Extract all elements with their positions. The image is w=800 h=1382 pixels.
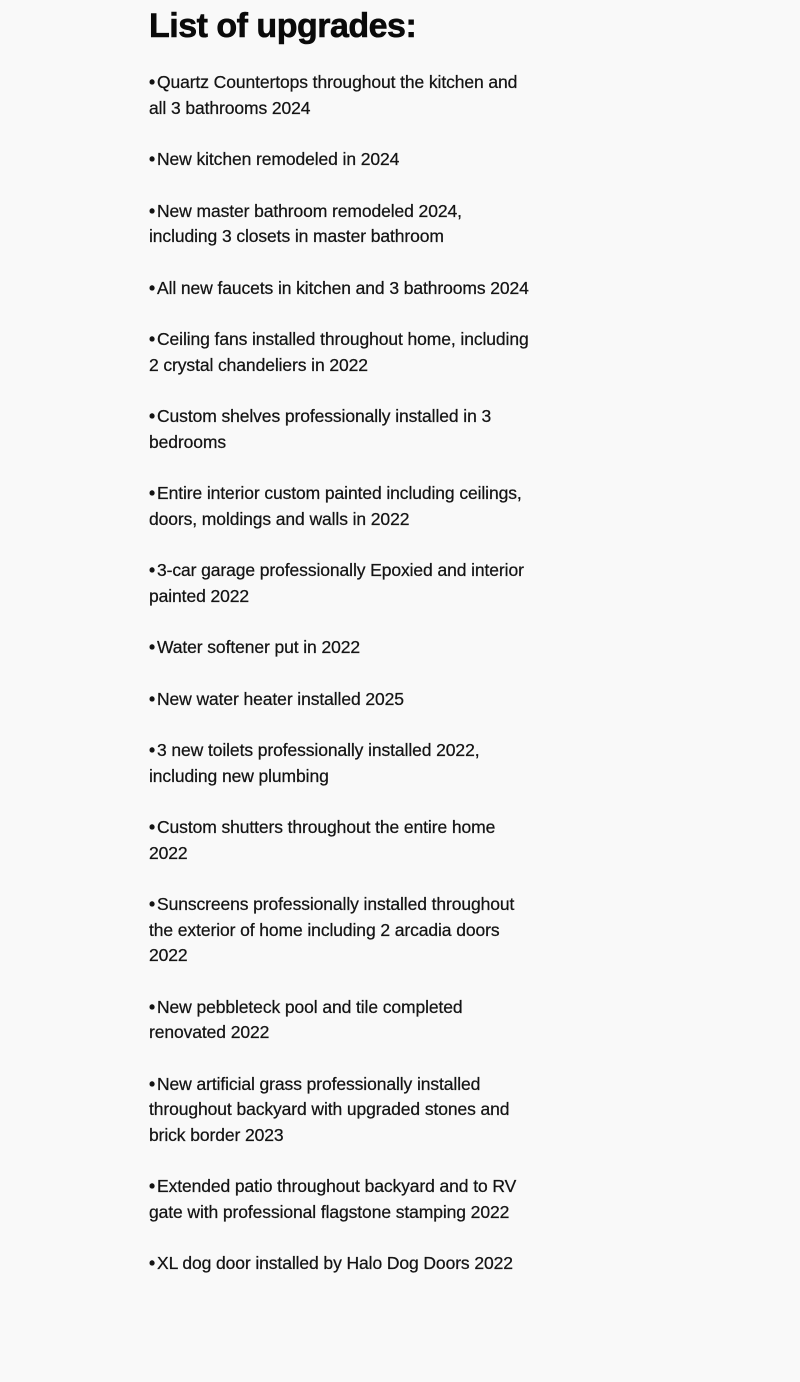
- list-item: [149, 404, 529, 455]
- list-item-text: New pebbleteck pool and tile completed renovated 2022: [149, 996, 463, 1042]
- list-item: [149, 1251, 529, 1277]
- list-item-text: Quartz Countertops throughout the kitchen and all 3 bathrooms 2024: [149, 72, 518, 118]
- list-item-text: Sunscreens professionally installed throughout the exterior of home including 2 arcadia doors 2022: [149, 894, 515, 965]
- list-item-text: Custom shelves professionally installed in 3 bedrooms: [149, 406, 492, 452]
- page-title: List of upgrades:: [149, 7, 417, 45]
- list-item-text: Water softener put in 2022: [157, 637, 360, 657]
- list-item: [149, 481, 529, 532]
- list-item: [149, 199, 529, 250]
- list-item: [149, 892, 529, 969]
- bullet-icon: •: [149, 894, 156, 914]
- upgrades-document: [149, 0, 549, 1303]
- bullet-icon: •: [149, 72, 156, 92]
- bullet-icon: •: [149, 1073, 156, 1094]
- list-item: [149, 327, 529, 378]
- bullet-icon: •: [149, 149, 156, 169]
- list-item-text: New kitchen remodeled in 2024: [157, 149, 400, 169]
- list-item-text: New water heater installed 2025: [157, 688, 404, 709]
- bullet-icon: •: [149, 329, 156, 349]
- list-item: [149, 815, 529, 866]
- list-item: [149, 558, 529, 609]
- bullet-icon: •: [149, 483, 156, 503]
- bullet-icon: •: [149, 1176, 156, 1196]
- list-item: [149, 276, 529, 302]
- bullet-icon: •: [149, 1253, 156, 1273]
- list-item: [149, 687, 529, 713]
- bullet-icon: •: [149, 200, 156, 221]
- list-item-text: XL dog door installed by Halo Dog Doors 2022: [157, 1253, 513, 1273]
- bullet-icon: •: [149, 996, 156, 1017]
- bullet-icon: •: [149, 688, 156, 709]
- list-item: [149, 147, 529, 173]
- bullet-icon: •: [149, 277, 156, 298]
- list-item: [149, 70, 529, 121]
- list-item: [149, 635, 529, 661]
- bullet-icon: •: [149, 560, 156, 580]
- list-item-text: All new faucets in kitchen and 3 bathrooms 2024: [157, 277, 529, 298]
- list-item-text: New artificial grass professionally installed throughout backyard with upgraded stones and brick border 2023: [149, 1073, 510, 1145]
- list-item-text: New master bathroom remodeled 2024, including 3 closets in master bathroom: [149, 200, 462, 246]
- list-item-text: Ceiling fans installed throughout home, including 2 crystal chandeliers in 2022: [149, 329, 529, 375]
- bullet-icon: •: [149, 406, 156, 426]
- list-item-text: Entire interior custom painted including ceilings, doors, moldings and walls in 2022: [149, 483, 522, 529]
- list-item: [149, 1174, 529, 1225]
- upgrades-list: [149, 70, 549, 1277]
- list-item-text: 3-car garage professionally Epoxied and interior painted 2022: [149, 560, 524, 606]
- list-item-text: 3 new toilets professionally installed 2022, including new plumbing: [149, 740, 480, 786]
- list-item: [149, 738, 529, 789]
- bullet-icon: •: [149, 740, 156, 760]
- list-item: [149, 1072, 529, 1149]
- bullet-icon: •: [149, 637, 156, 657]
- list-item-text: Custom shutters throughout the entire home 2022: [149, 817, 496, 863]
- list-item-text: Extended patio throughout backyard and to RV gate with professional flagstone stamping 2022: [149, 1176, 517, 1222]
- bullet-icon: •: [149, 817, 156, 837]
- list-item: [149, 995, 529, 1046]
